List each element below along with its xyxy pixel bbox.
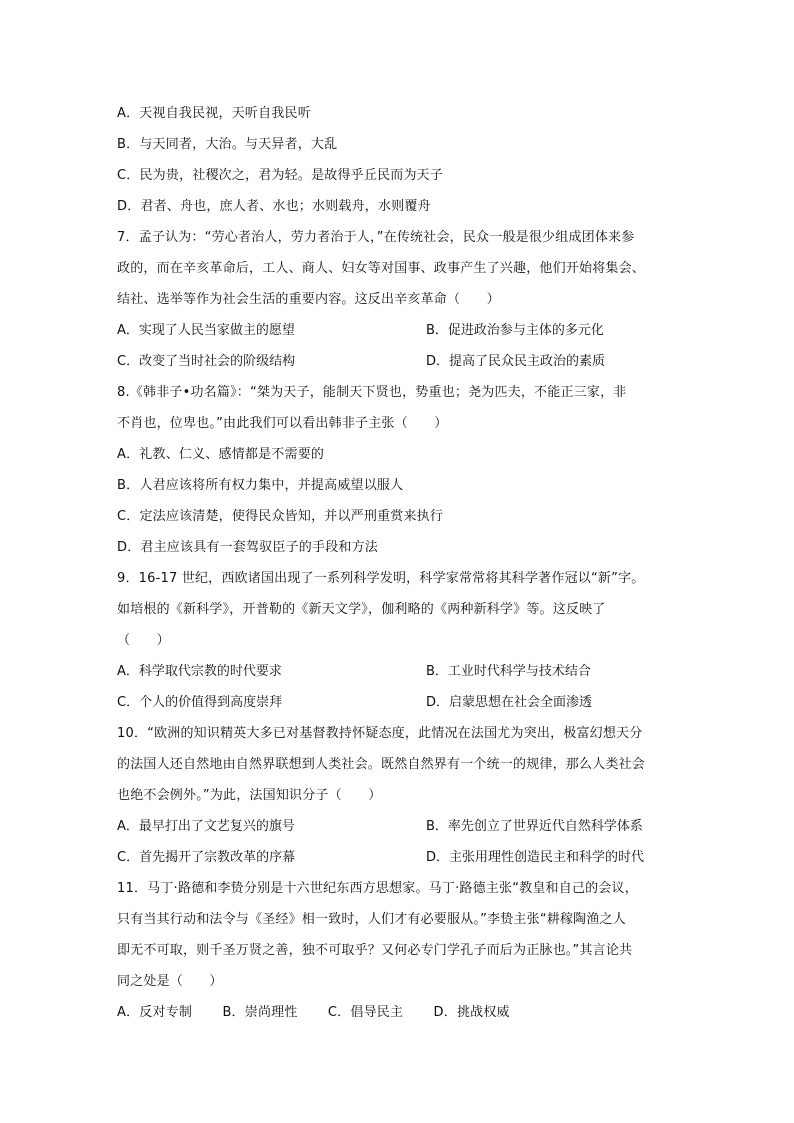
option-d: D．主张用理性创造民主和科学的时代	[426, 850, 645, 865]
question-11	[117, 873, 677, 1028]
question-stem-line: 也绝不会例外。”为此，法国知识分子（ ）	[117, 788, 382, 803]
option-b: B．与天同者，大治。与天异者，大乱	[117, 137, 338, 152]
option-b: B．崇尚理性	[222, 1005, 298, 1020]
question-9	[117, 563, 677, 718]
option-c: C．民为贵，社稷次之，君为轻。是故得乎丘民而为天子	[117, 168, 444, 183]
option-a: A．反对专制	[117, 1005, 193, 1020]
option-row	[117, 842, 677, 873]
option-row	[117, 656, 677, 687]
question-stem-line: 即无不可取，则千圣万贤之善，独不可取乎？又何必专门学孔子而后为正脉也。”其言论共	[117, 943, 633, 958]
option-a: A．科学取代宗教的时代要求	[117, 664, 282, 679]
option-d: D．君主应该具有一套驾驭臣子的手段和方法	[117, 540, 379, 555]
option-row	[117, 997, 677, 1028]
option-d: D．君者、舟也，庶人者、水也；水则载舟，水则覆舟	[117, 199, 431, 214]
option-d: D．挑战权威	[433, 1005, 510, 1020]
option-row	[117, 811, 677, 842]
option-b: B．工业时代科学与技术结合	[426, 664, 591, 679]
question-stem-line: 政的，而在辛亥革命后，工人、商人、妇女等对国事、政事产生了兴趣，他们开始将集会、	[117, 261, 646, 276]
question-stem-line: 10．“欧洲的知识精英大多已对基督教持怀疑态度，此情况在法国尤为突出，极富幻想天分	[117, 726, 643, 741]
option-d: D．提高了民众民主政治的素质	[426, 354, 606, 369]
option-row	[117, 346, 677, 377]
question-stem-line: 只有当其行动和法令与《圣经》相一致时，人们才有必要服从。”李贽主张“耕稼陶渔之人	[117, 912, 626, 927]
question-10	[117, 718, 677, 873]
question-stem-line: 的法国人还自然地由自然界联想到人类社会。既然自然界有一个统一的规律，那么人类社会	[117, 757, 646, 772]
option-b: B．促进政治参与主体的多元化	[426, 323, 604, 338]
question-stem-line: （ ）	[117, 633, 170, 648]
option-c: C．定法应该清楚，使得民众皆知，并以严刑重赏来执行	[117, 509, 444, 524]
exam-page	[117, 98, 677, 1028]
option-c: C．个人的价值得到高度崇拜	[117, 695, 283, 710]
question-stem-line: 11．马丁·路德和李贽分别是十六世纪东西方思想家。马丁·路德主张“教皇和自己的会议，	[117, 881, 638, 896]
option-a: A．实现了人民当家做主的愿望	[117, 323, 295, 338]
question-7	[117, 222, 677, 377]
question-stem-line: 结社、选举等作为社会生活的重要内容。这反出辛亥革命（ ）	[117, 292, 500, 307]
question-stem-line: 不肖也，位卑也。”由此我们可以看出韩非子主张（ ）	[117, 416, 448, 431]
option-row	[117, 687, 677, 718]
option-b: B．率先创立了世界近代自然科学体系	[426, 819, 643, 834]
option-a: A．天视自我民视，天听自我民听	[117, 106, 311, 121]
option-b: B．人君应该将所有权力集中，并提高威望以服人	[117, 478, 404, 493]
question-stem-line: 8.《韩非子•功名篇》：“桀为天子，能制天下贤也，势重也；尧为匹夫，不能正三家，非	[117, 385, 627, 400]
question-stem-line: 同之处是（ ）	[117, 974, 223, 989]
question-stem-line: 9．16-17 世纪，西欧诸国出现了一系列科学发明，科学家常常将其科学著作冠以“新”字。	[117, 571, 645, 586]
option-a: A．最早打出了文艺复兴的旗号	[117, 819, 295, 834]
option-c: C．首先揭开了宗教改革的序幕	[117, 850, 296, 865]
option-a: A．礼教、仁义、感情都是不需要的	[117, 447, 325, 462]
question-stem-line: 如培根的《新科学》，开普勒的《新天文学》，伽利略的《两种新科学》等。这反映了	[117, 602, 606, 617]
question-6-options	[117, 98, 677, 222]
option-row	[117, 315, 677, 346]
question-8	[117, 377, 677, 563]
option-d: D．启蒙思想在社会全面渗透	[426, 695, 593, 710]
option-c: C．改变了当时社会的阶级结构	[117, 354, 296, 369]
question-stem-line: 7．孟子认为：“劳心者治人，劳力者治于人，”在传统社会，民众一般是很少组成团体来参	[117, 230, 635, 245]
option-c: C．倡导民主	[327, 1005, 404, 1020]
